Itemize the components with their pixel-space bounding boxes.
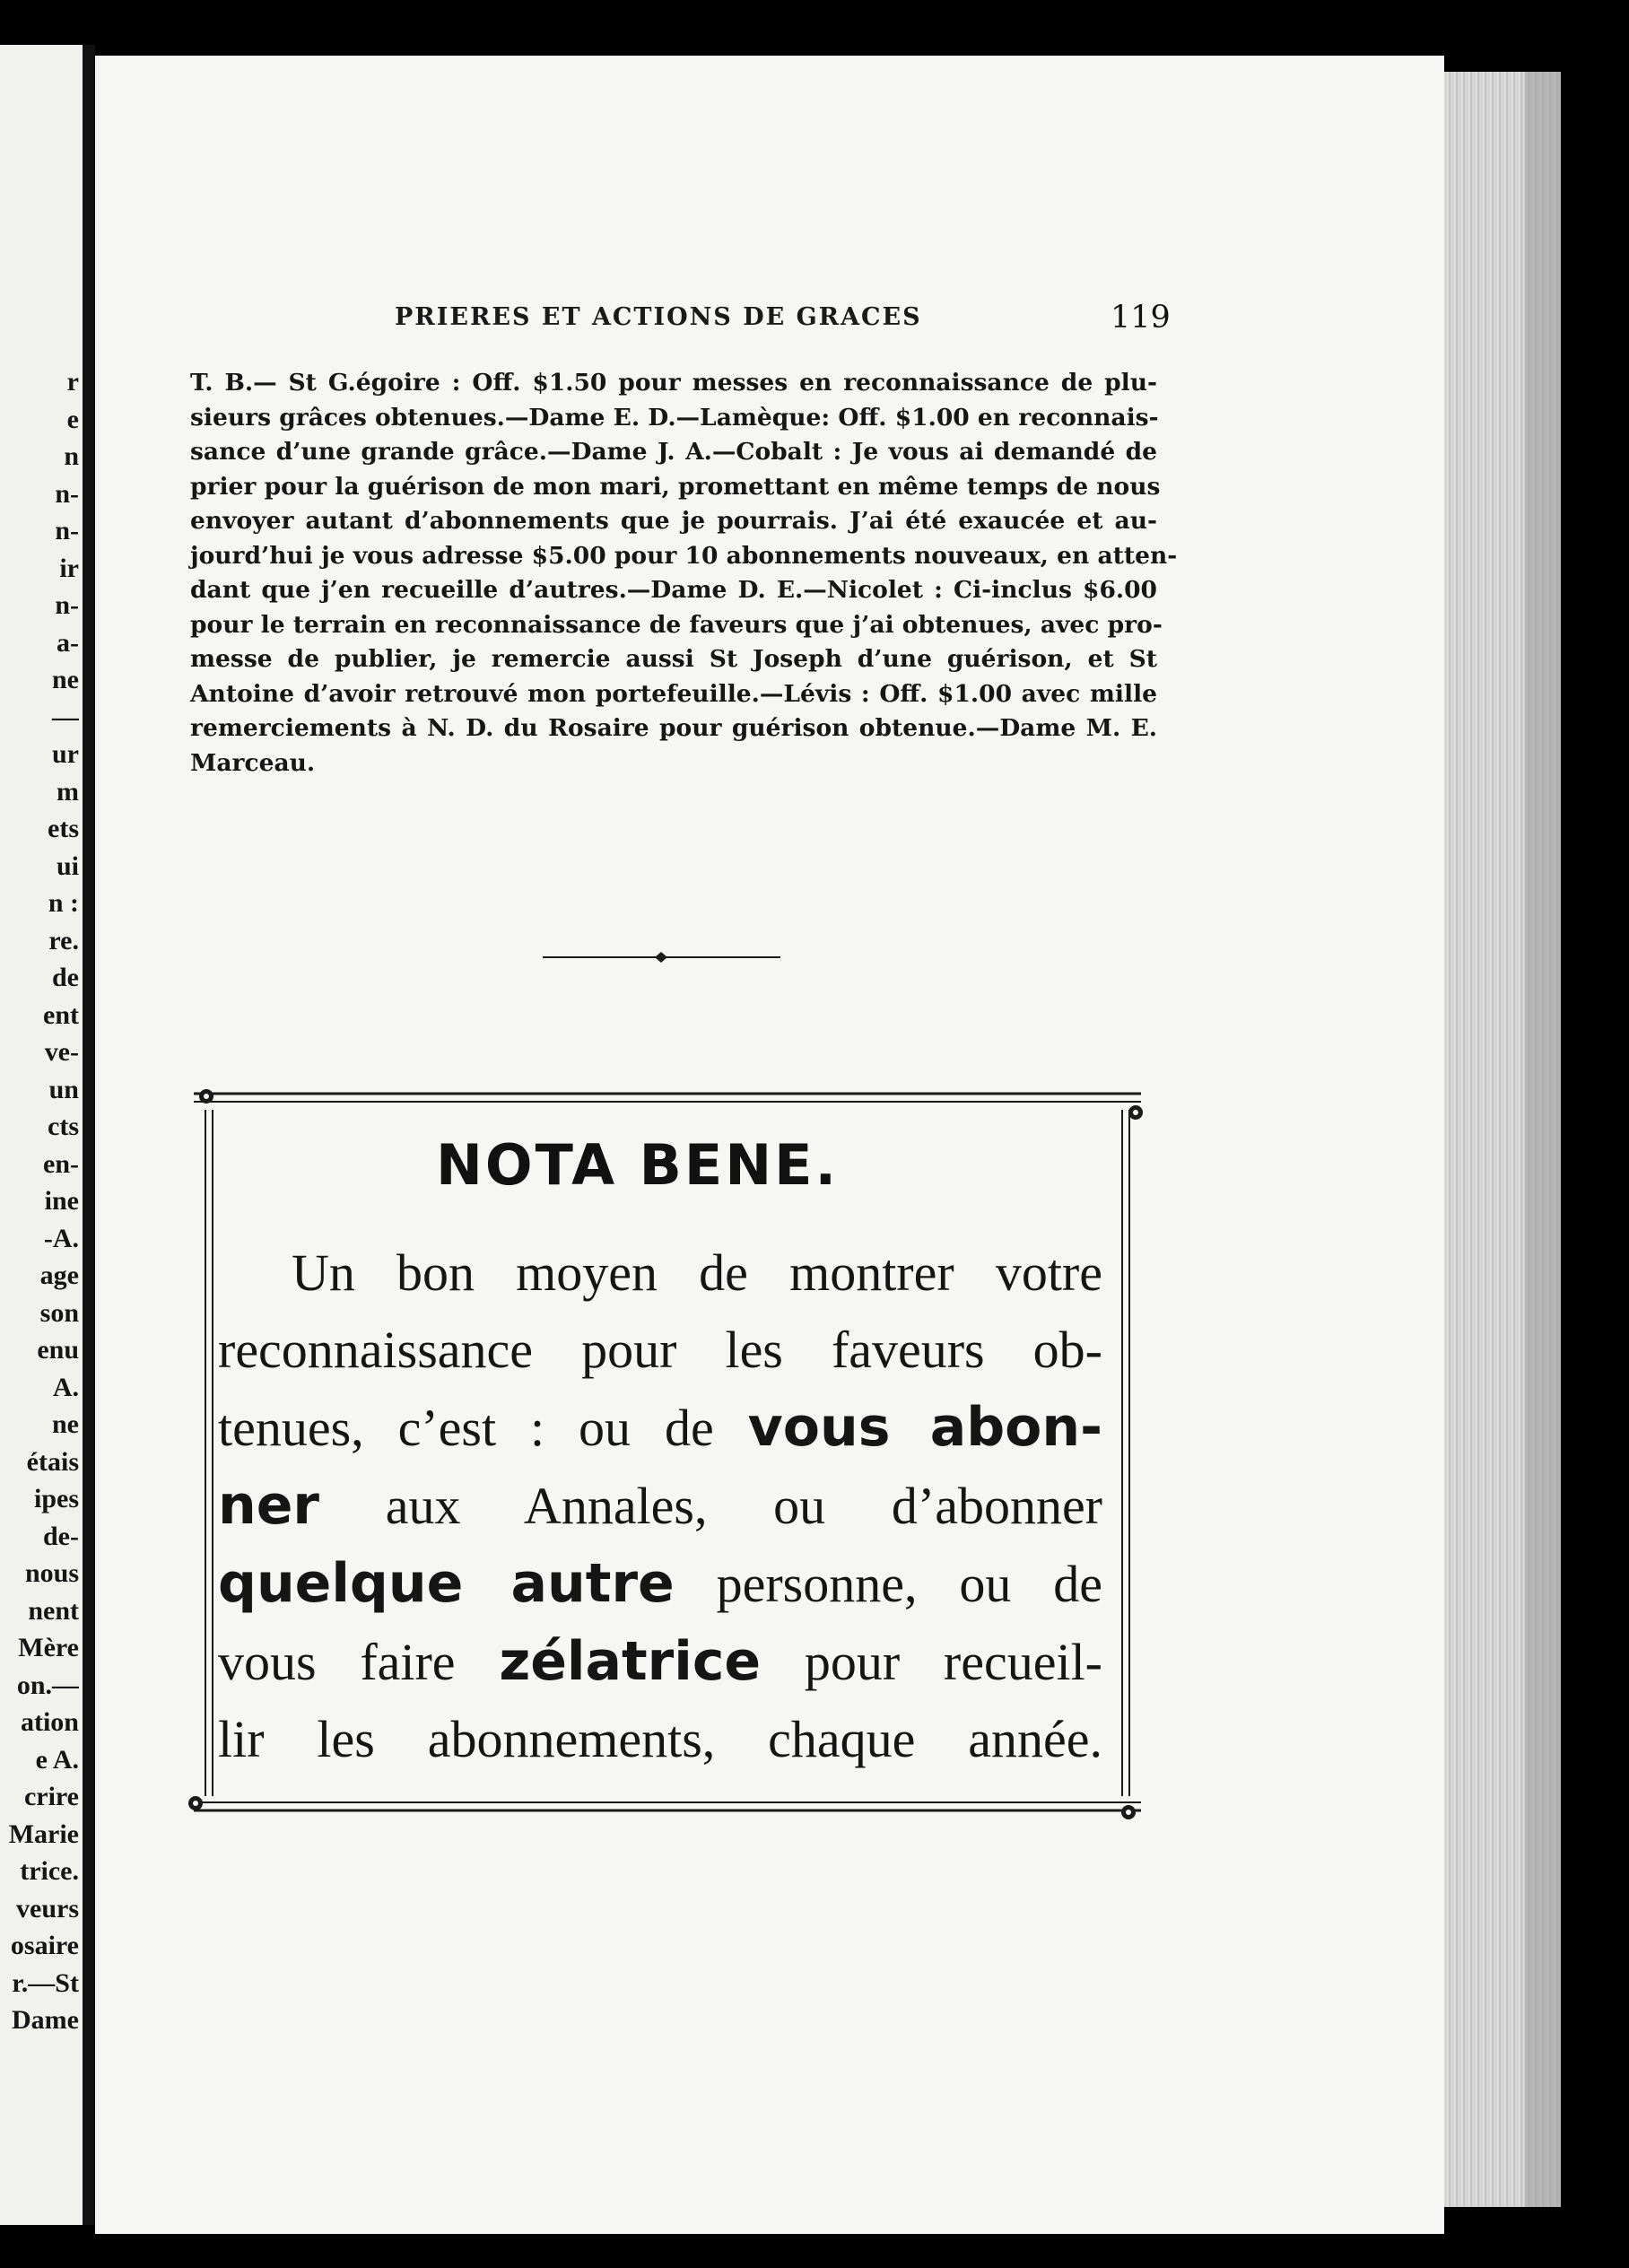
- facing-page-fragment: re.: [48, 925, 79, 955]
- nota-text: tenues, c’est : ou de: [218, 1399, 748, 1457]
- body-line: sieurs grâces obtenues.—Dame E. D.—Lamèque: Off. $1.00 en reconnais-: [190, 403, 1159, 432]
- nota-emphasis: vous abon-: [747, 1396, 1102, 1459]
- facing-page-fragment: osaire: [10, 1931, 79, 1960]
- facing-page-fragment: ent: [43, 999, 79, 1030]
- facing-page-fragment: n-: [55, 478, 79, 509]
- facing-page-fragment: age: [39, 1260, 79, 1290]
- facing-page-fragment: ne: [52, 1409, 79, 1439]
- facing-page-fragment: ine: [44, 1186, 79, 1216]
- facing-page-fragment: ur: [52, 739, 79, 769]
- facing-page-fragment: crire: [23, 1782, 79, 1811]
- nota-line: [218, 1545, 1102, 1623]
- body-line: T. B.— St G.égoire : Off. $1.50 pour messes en reconnaissance de plu-: [190, 369, 1157, 397]
- nota-line: lir les abonnements, chaque année.: [218, 1710, 1102, 1768]
- facing-page-fragment: son: [39, 1297, 79, 1328]
- facing-page-fragment: en-: [43, 1148, 79, 1179]
- facing-page-fragment: A.: [52, 1372, 79, 1402]
- facing-page-fragment: a-: [57, 627, 79, 658]
- facing-page-fragment: un: [48, 1074, 79, 1104]
- book-gutter: [83, 45, 95, 2225]
- facing-page-fragment: n: [64, 441, 79, 471]
- body-line: Antoine d’avoir retrouvé mon portefeuille.—Lévis : Off. $1.00 avec mille: [190, 679, 1157, 708]
- facing-page-fragment: n-: [55, 590, 79, 620]
- facing-page-fragment: ve-: [44, 1037, 79, 1067]
- nota-line: reconnaissance pour les faveurs ob-: [218, 1321, 1102, 1379]
- facing-page-fragment: de: [52, 963, 79, 992]
- facing-page-fragment: nous: [24, 1558, 79, 1588]
- facing-page-fragment: ation: [20, 1707, 79, 1737]
- ornament-divider: [543, 951, 780, 964]
- nota-text: personne, ou de: [674, 1555, 1102, 1613]
- nota-line: [218, 1389, 1102, 1467]
- body-line: dant que j’en recueille d’autres.—Dame D. E.—Nicolet : Ci-inclus $6.00: [190, 576, 1157, 604]
- running-head: PRIERES ET ACTIONS DE GRACES: [395, 303, 922, 331]
- facing-page-fragments: [0, 363, 79, 2039]
- facing-page-fragment: on.—: [16, 1670, 79, 1700]
- facing-page-fragment: ir: [59, 553, 79, 583]
- nota-text: pour recueil-: [761, 1633, 1102, 1691]
- facing-page-fragment: e A.: [35, 1744, 79, 1775]
- facing-page-fragment: —: [52, 702, 79, 732]
- facing-page-fragment: m: [57, 776, 79, 807]
- nota-line: Un bon moyen de montrer votre: [292, 1243, 1102, 1302]
- facing-page-fragment: n :: [48, 888, 79, 918]
- nota-bene-title: NOTA BENE.: [436, 1132, 840, 1198]
- body-line: prier pour la guérison de mon mari, promettant en même temps de nous: [190, 472, 1161, 501]
- facing-page-fragment: Marie: [8, 1819, 79, 1849]
- body-line: sance d’une grande grâce.—Dame J. A.—Cobalt : Je vous ai demandé de: [190, 438, 1157, 466]
- facing-page-fragment: étais: [26, 1446, 79, 1477]
- facing-page-fragment: cts: [48, 1112, 79, 1141]
- facing-page-fragment: Dame: [12, 2005, 79, 2035]
- nota-bene-text: [218, 1234, 1102, 1778]
- facing-page-fragment: ipes: [33, 1484, 79, 1513]
- nota-line: [218, 1467, 1102, 1545]
- body-line: pour le terrain en reconnaissance de faveurs que j’ai obtenues, avec pro-: [190, 610, 1163, 639]
- facing-page-fragment: r.—St: [12, 1967, 79, 1998]
- nota-emphasis: zélatrice: [499, 1630, 762, 1693]
- page-edges-shadow: [1525, 72, 1561, 2207]
- facing-page-fragment: ets: [48, 814, 79, 843]
- nota-text: aux Annales, ou d’abonner: [319, 1477, 1102, 1535]
- body-paragraph: [190, 366, 1178, 781]
- facing-page-fragment: r: [66, 367, 79, 397]
- facing-page-fragment: Mère: [18, 1633, 79, 1662]
- facing-page-fragment: ui: [56, 850, 79, 881]
- facing-page-fragment: enu: [37, 1335, 79, 1365]
- facing-page-fragment: nent: [28, 1595, 79, 1626]
- facing-page-fragment: de-: [43, 1521, 79, 1551]
- body-line: remerciements à N. D. du Rosaire pour guérison obtenue.—Dame M. E.: [190, 714, 1157, 742]
- body-line: envoyer autant d’abonnements que je pourrais. J’ai été exaucée et au-: [190, 507, 1157, 535]
- body-line: jourd’hui je vous adresse $5.00 pour 10 abonnements nouveaux, en atten-: [190, 541, 1178, 570]
- nota-line: [218, 1623, 1102, 1701]
- facing-page-fragment: -A.: [43, 1223, 79, 1253]
- facing-page-fragment: trice.: [20, 1856, 79, 1886]
- page-number: 119: [1111, 300, 1171, 336]
- nota-emphasis: ner: [218, 1474, 319, 1537]
- facing-page: [0, 45, 83, 2225]
- facing-page-fragment: ne: [52, 665, 79, 694]
- nota-emphasis: quelque autre: [218, 1552, 675, 1615]
- facing-page-fragment: veurs: [16, 1893, 79, 1923]
- nota-text: vous faire: [218, 1633, 500, 1691]
- facing-page-fragment: n-: [55, 516, 79, 545]
- body-line: messe de publier, je remercie aussi St Joseph d’une guérison, et St: [190, 645, 1157, 673]
- facing-page-fragment: e: [66, 404, 79, 434]
- body-line: Marceau.: [190, 748, 316, 777]
